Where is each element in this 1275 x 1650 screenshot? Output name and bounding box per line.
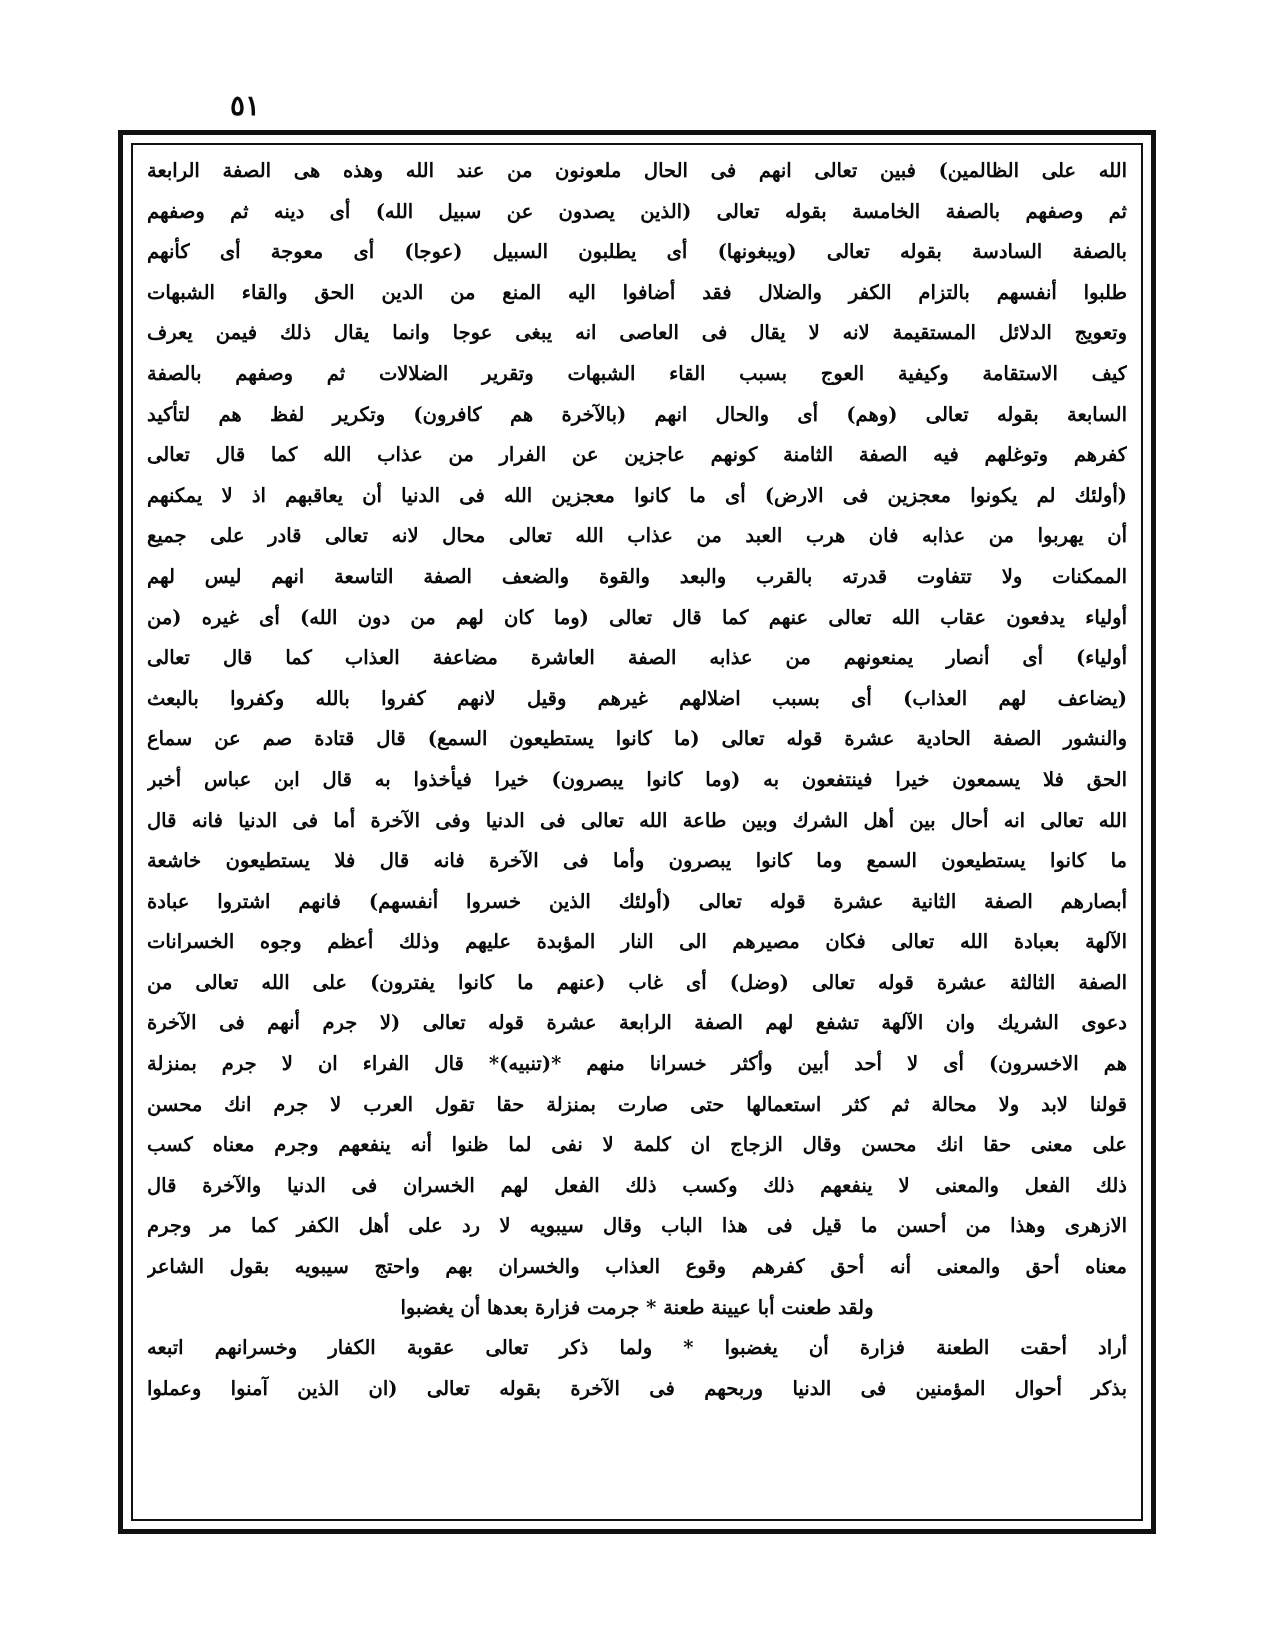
text-line: معناه أحق والمعنى أنه أحق كفرهم وقوع العذاب والخسران بهم واحتج سيبويه بقول الشاعر	[147, 1255, 1127, 1279]
text-line: بالصفة السادسة بقوله تعالى (ويبغونها) أى يطلبون السبيل (عوجا) أى معوجة أى كأنهم	[147, 240, 1127, 264]
text-line: ما كانوا يستطيعون السمع وما كانوا يبصرون وأما فى الآخرة فانه قال فلا يستطيعون خاشعة	[147, 849, 1127, 873]
text-line: الآلهة بعبادة الله تعالى فكان مصيرهم الى النار المؤبدة عليهم وذلك أعظم وجوه الخسرانات	[147, 930, 1127, 954]
text-line: (أولئك لم يكونوا معجزين فى الارض) أى ما كانوا معجزين الله فى الدنيا أن يعاقبهم اذ لا يمكنهم	[147, 483, 1127, 507]
text-line: أبصارهم الصفة الثانية عشرة قوله تعالى (أولئك الذين خسروا أنفسهم) فانهم اشتروا عبادة	[147, 889, 1127, 913]
page-frame-inner	[131, 143, 1143, 1521]
text-line: بذكر أحوال المؤمنين فى الدنيا وربحهم فى الآخرة بقوله تعالى (ان الذين آمنوا وعملوا	[147, 1376, 1127, 1400]
text-line: الممكنات ولا تتفاوت قدرته بالقرب والبعد والقوة والضعف الصفة التاسعة انهم ليس لهم	[147, 564, 1127, 588]
text-line: السابعة بقوله تعالى (وهم) أى والحال انهم (بالآخرة هم كافرون) وتكرير لفظ هم لتأكيد	[147, 402, 1127, 426]
text-line: هم الاخسرون) أى لا أحد أبين وأكثر خسرانا منهم *(تنبيه)* قال الفراء ان لا جرم بمنزلة	[147, 1052, 1127, 1076]
text-line: على معنى حقا انك محسن وقال الزجاج ان كلمة لا نفى لما ظنوا أنه ينفعهم وجرم معناه كسب	[147, 1133, 1127, 1157]
text-line: والنشور الصفة الحادية عشرة قوله تعالى (ما كانوا يستطيعون السمع) قال قتادة صم عن سماع	[147, 727, 1127, 751]
page-number: ٥١	[230, 89, 261, 122]
text-line: أولياء يدفعون عقاب الله تعالى عنهم كما قال تعالى (وما كان لهم من دون الله) أى غيره (من	[147, 605, 1127, 629]
text-line: (يضاعف لهم العذاب) أى بسبب اضلالهم غيرهم وقيل لانهم كفروا بالله وكفروا بالبعث	[147, 686, 1127, 710]
text-line: كفرهم وتوغلهم فيه الصفة الثامنة كونهم عاجزين عن الفرار من عذاب الله كما قال تعالى	[147, 443, 1127, 467]
text-line: قولنا لابد ولا محالة ثم كثر استعمالها حتى صارت بمنزلة حقا تقول العرب لا جرم انك محسن	[147, 1092, 1127, 1116]
text-line: دعوى الشريك وان الآلهة تشفع لهم الصفة الرابعة عشرة قوله تعالى (لا جرم أنهم فى الآخرة	[147, 1011, 1127, 1035]
text-line: الحق فلا يسمعون خيرا فينتفعون به (وما كانوا يبصرون) خيرا فيأخذوا به قال ابن عباس أخبر	[147, 767, 1127, 791]
text-line: ذلك الفعل والمعنى لا ينفعهم ذلك وكسب ذلك الفعل لهم الخسران فى الدنيا والآخرة قال	[147, 1173, 1127, 1197]
page-frame	[118, 130, 1156, 1534]
text-line: الله تعالى انه أحال بين أهل الشرك وبين طاعة الله تعالى فى الدنيا وفى الآخرة أما فى الدنيا فانه قال	[147, 808, 1127, 832]
text-line: وتعويج الدلائل المستقيمة لانه لا يقال فى العاصى انه يبغى عوجا وانما يقال ذلك فيمن يعرف	[147, 321, 1127, 345]
text-body	[147, 151, 1127, 1409]
text-line: أولياء) أى أنصار يمنعونهم من عذابه الصفة العاشرة مضاعفة العذاب كما قال تعالى	[147, 646, 1127, 670]
text-line: طلبوا أنفسهم بالتزام الكفر والضلال فقد أضافوا اليه المنع من الدين الحق والقاء الشبهات	[147, 280, 1127, 304]
text-line: أراد أحقت الطعنة فزارة أن يغضبوا * ولما ذكر تعالى عقوبة الكفار وخسرانهم اتبعه	[147, 1336, 1127, 1360]
text-line: الصفة الثالثة عشرة قوله تعالى (وضل) أى غاب (عنهم ما كانوا يفترون) على الله تعالى من	[147, 970, 1127, 994]
text-line: ثم وصفهم بالصفة الخامسة بقوله تعالى (الذين يصدون عن سبيل الله) أى دينه ثم وصفهم	[147, 199, 1127, 223]
text-line: الله على الظالمين) فبين تعالى انهم فى الحال ملعونون من عند الله وهذه هى الصفة الرابعة	[147, 159, 1127, 182]
text-line: أن يهربوا من عذابه فان هرب العبد من عذاب الله تعالى محال لانه تعالى قادر على جميع	[147, 524, 1127, 548]
text-line: الازهرى وهذا من أحسن ما قيل فى هذا الباب وقال سيبويه لا رد على أهل الكفر كما مر وجرم	[147, 1214, 1127, 1238]
text-line: كيف الاستقامة وكيفية العوج بسبب القاء الشبهات وتقرير الضلالات ثم وصفهم بالصفة	[147, 361, 1127, 385]
poetry-verse: ولقد طعنت أبا عيينة طعنة * جرمت فزارة بعدها أن يغضبوا	[400, 1295, 874, 1319]
